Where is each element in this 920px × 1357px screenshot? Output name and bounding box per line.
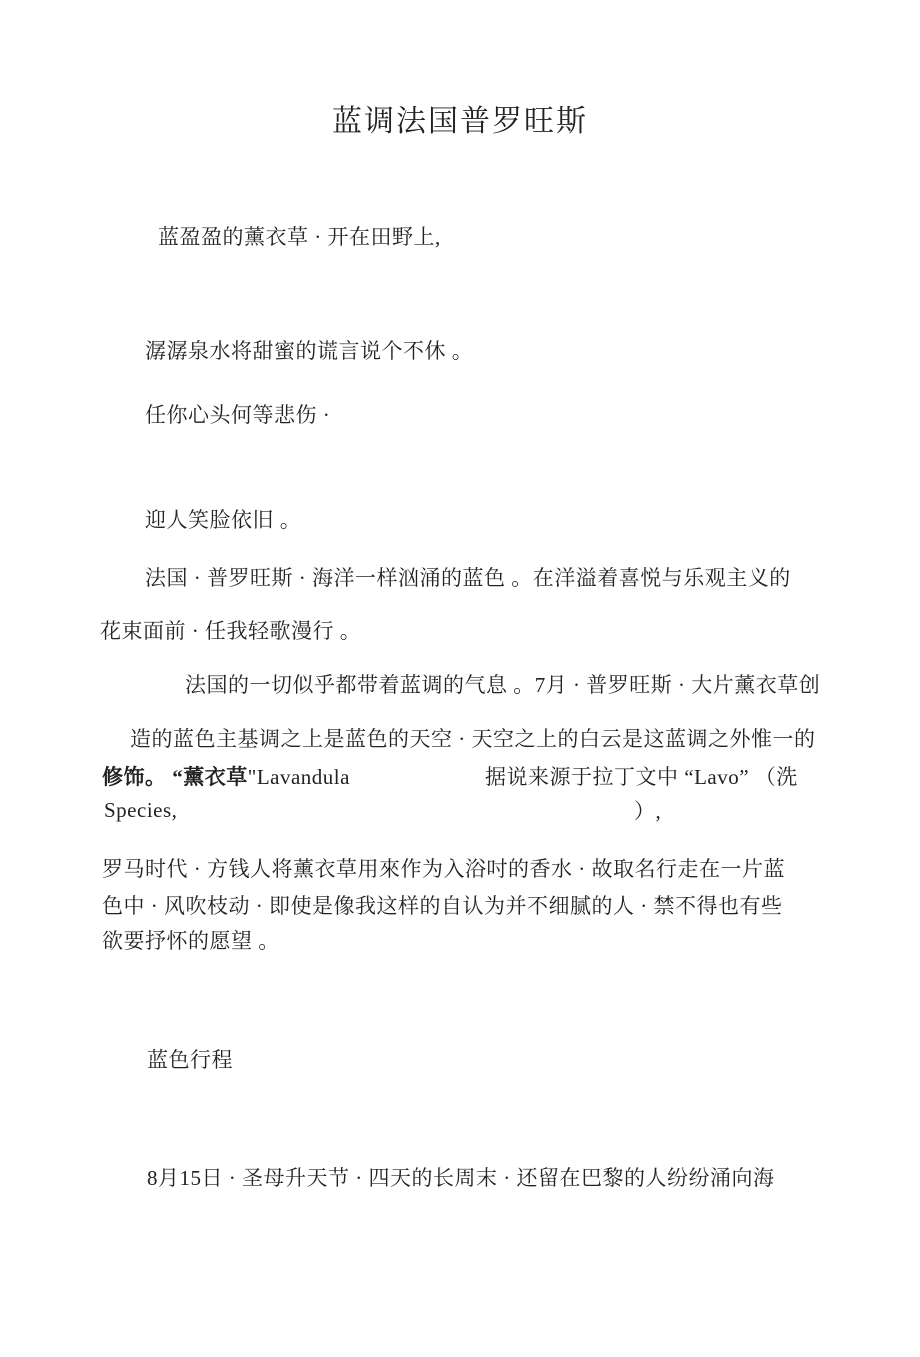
paragraph-3-line-1: 罗马时代 · 方钱人将薰衣草用來作为入浴吋的香水 · 故取名行走在一片蓝: [102, 857, 785, 881]
closing-paren-fragment: ）,: [634, 799, 662, 823]
poem-line-4: 迎人笑脸依旧 。: [145, 508, 302, 532]
section-subheading: 蓝色行程: [147, 1048, 233, 1072]
paragraph-3-line-2: 色中 · 风吹枝动 · 即使是像我这样的自认为并不细腻的人 · 禁不得也有些: [102, 894, 783, 918]
paragraph-2-line-1: 法国的一切似乎都带着蓝调的气息 。7月 · 普罗旺斯 · 大片薰衣草创: [185, 673, 821, 697]
paragraph-1-line-2: 花束面前 · 任我轻歌漫行 。: [100, 619, 362, 643]
paragraph-2-line-3-right: 据说来源于拉丁文中 “Lavo” （洗: [485, 765, 798, 789]
lavender-term-bold: 修饰。 “薰衣草: [102, 765, 248, 789]
paragraph-1-line-1: 法国 · 普罗旺斯 · 海洋一样汹涌的蓝色 。在洋溢着喜悦与乐观主义的: [145, 566, 791, 590]
paragraph-3-line-3: 欲要抒怀的愿望 。: [102, 929, 280, 953]
paragraph-4-line-1: 8月15日 · 圣母升天节 · 四天的长周末 · 还留在巴黎的人纷纷涌向海: [147, 1166, 775, 1190]
lavandula-latin-name: "Lavandula: [247, 765, 350, 789]
species-latin-word: Species,: [104, 798, 178, 822]
poem-line-2: 潺潺泉水将甜蜜的谎言说个不休 。: [145, 339, 474, 363]
document-title: 蓝调法国普罗旺斯: [332, 105, 588, 138]
paragraph-2-line-2: 造的蓝色主基调之上是蓝色的天空 · 天空之上的白云是这蓝调之外惟一的: [130, 727, 816, 751]
poem-line-3: 任你心头何等悲伤 ·: [145, 403, 331, 427]
paragraph-2-line-3-left: [102, 765, 350, 789]
poem-line-1: 蓝盈盈的薰衣草 · 开在田野上,: [158, 225, 441, 249]
